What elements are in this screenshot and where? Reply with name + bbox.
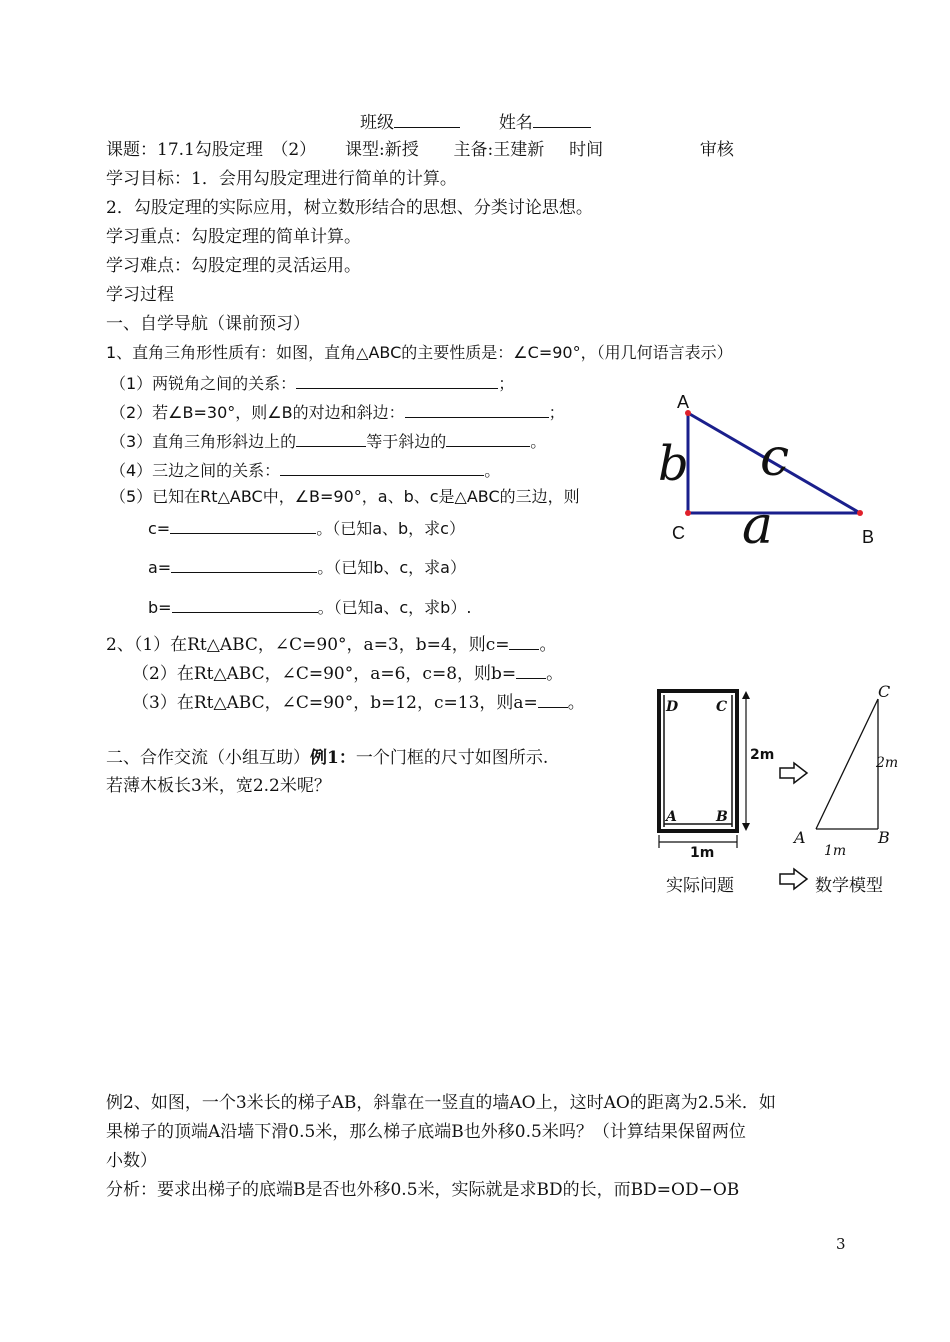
blank[interactable] bbox=[516, 661, 546, 679]
q1-intro: 1、直角三角形性质有：如图，直角△ABC的主要性质是：∠C=90°，（用几何语言表示） bbox=[106, 343, 733, 362]
vertex-a-label: A bbox=[677, 392, 690, 412]
q1-item-5: （5）已知在Rt△ABC中，∠B=90°，a、b、c是△ABC的三边，则 bbox=[110, 487, 580, 506]
door-height-label: 2m bbox=[750, 747, 775, 763]
blank[interactable] bbox=[446, 429, 530, 447]
topic: 课题：17.1勾股定理 （2） bbox=[106, 140, 317, 160]
door-c-label: C bbox=[716, 699, 728, 715]
blank[interactable] bbox=[405, 400, 549, 418]
q2-2: （2）在Rt△ABC，∠C=90°，a=6，c=8，则b= 。 bbox=[132, 661, 563, 685]
blank[interactable] bbox=[509, 632, 539, 650]
example2-analysis: 分析：要求出梯子的底端B是否也外移0.5米，实际就是求BD的长，而BD=OD−OB bbox=[106, 1180, 740, 1200]
blank[interactable] bbox=[170, 516, 316, 534]
blank[interactable] bbox=[172, 595, 318, 613]
class-blank[interactable] bbox=[394, 110, 460, 128]
example2-line1: 例2、如图，一个3米长的梯子AB，斜靠在一竖直的墙AO上，这时AO的距离为2.5米．如 bbox=[106, 1093, 776, 1113]
caption-math-model: 数学模型 bbox=[815, 876, 883, 896]
side-a-label: a bbox=[742, 496, 774, 556]
point-c bbox=[685, 510, 691, 516]
review-label: 审核 bbox=[699, 140, 734, 160]
goal-2: 2．勾股定理的实际应用，树立数形结合的思想、分类讨论思想。 bbox=[106, 198, 593, 218]
side-c-label: c bbox=[760, 428, 790, 488]
blank[interactable] bbox=[171, 555, 317, 573]
vertex-c-label: C bbox=[672, 523, 685, 543]
meta-line bbox=[106, 139, 734, 161]
c-formula: c= 。（已知a、b，求c） bbox=[148, 516, 465, 540]
model-a-label: A bbox=[794, 828, 806, 847]
section2-title: 二、合作交流（小组互助）例1：一个门框的尺寸如图所示. bbox=[106, 748, 549, 768]
header-line bbox=[360, 110, 591, 134]
section1-title: 一、自学导航（课前预习） bbox=[106, 314, 310, 334]
door-b-label: B bbox=[716, 809, 728, 825]
blank[interactable] bbox=[296, 371, 498, 389]
door-frame-figure bbox=[650, 685, 775, 861]
blank[interactable] bbox=[280, 458, 484, 476]
door-width-label: 1m bbox=[690, 845, 715, 861]
blank[interactable] bbox=[538, 690, 568, 708]
math-model-figure bbox=[788, 683, 908, 863]
example1-text-2: 若薄木板长3米，宽2.2米呢？ bbox=[106, 776, 331, 796]
q1-item-4: （4）三边之间的关系： 。 bbox=[110, 458, 500, 482]
vertex-b-label: B bbox=[862, 527, 875, 547]
a-formula: a= 。（已知b、c，求a） bbox=[148, 555, 466, 579]
class-label: 班级 bbox=[360, 113, 394, 133]
page-number: 3 bbox=[836, 1235, 846, 1253]
example2-line2: 果梯子的顶端A沿墙下滑0.5米，那么梯子底端B也外移0.5米吗？（计算结果保留两位 bbox=[106, 1122, 746, 1142]
example2-line3: 小数） bbox=[106, 1151, 157, 1171]
model-b-label: B bbox=[878, 828, 890, 847]
caption-real-problem: 实际问题 bbox=[666, 876, 734, 896]
name-blank[interactable] bbox=[533, 110, 591, 128]
example1-text: 一个门框的尺寸如图所示. bbox=[355, 748, 549, 768]
right-triangle-figure bbox=[650, 385, 890, 555]
model-c-label: C bbox=[878, 682, 891, 701]
q1-item-1: （1）两锐角之间的关系： ； bbox=[110, 371, 514, 395]
point-b bbox=[857, 510, 863, 516]
b-formula: b= 。（已知a、c，求b）. bbox=[148, 595, 471, 619]
q2-3: （3）在Rt△ABC，∠C=90°，b=12，c=13，则a= 。 bbox=[132, 690, 585, 714]
lesson-type: 课型:新授 bbox=[344, 140, 419, 160]
goal-1: 学习目标：1．会用勾股定理进行简单的计算。 bbox=[106, 169, 457, 189]
door-d-label: D bbox=[666, 699, 679, 715]
height-dim-arrow-top bbox=[742, 691, 750, 699]
model-width-label: 1m bbox=[824, 843, 847, 859]
blank[interactable] bbox=[296, 429, 366, 447]
height-dim-arrow-bottom bbox=[742, 823, 750, 831]
model-height-label: 2m bbox=[876, 755, 899, 771]
door-a-label: A bbox=[666, 809, 677, 825]
name-label: 姓名 bbox=[498, 113, 533, 133]
q1-item-2: （2）若∠B=30°，则∠B的对边和斜边： ； bbox=[110, 400, 565, 424]
q2-1: 2、（1）在Rt△ABC，∠C=90°，a=3，b=4，则c= 。 bbox=[106, 632, 556, 656]
time-label: 时间 bbox=[569, 140, 604, 160]
model-side-ac bbox=[816, 699, 878, 829]
example1-label: 例1： bbox=[310, 748, 356, 768]
difficulty: 学习难点：勾股定理的灵活运用。 bbox=[106, 256, 361, 276]
author: 主备:王建新 bbox=[453, 140, 545, 160]
key-point: 学习重点：勾股定理的简单计算。 bbox=[106, 227, 361, 247]
caption-arrow-icon bbox=[779, 868, 809, 890]
process-heading: 学习过程 bbox=[106, 285, 174, 305]
side-b-label: b bbox=[658, 436, 689, 492]
q1-item-3: （3）直角三角形斜边上的 等于斜边的 。 bbox=[110, 429, 546, 453]
